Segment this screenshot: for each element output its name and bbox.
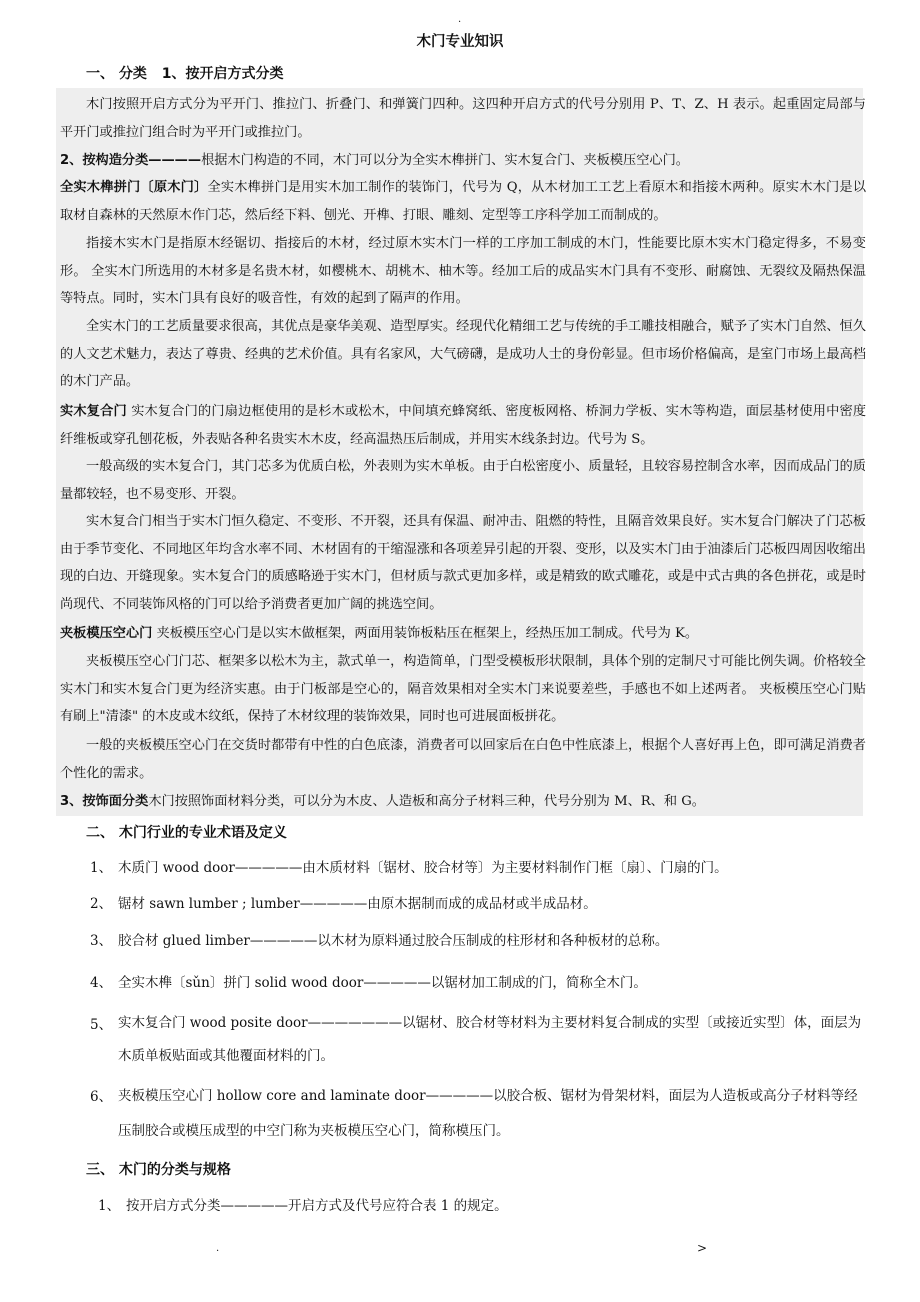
header-mark: . [458,14,462,25]
section-2-heading: 二、 木门行业的专业术语及定义 [86,825,287,841]
section-1-heading [86,63,284,83]
term-3-number: 3、 [90,933,113,949]
paragraph-3-text: 全实木榫拼门是用实木加工制作的装饰门，代号为 Q，从木材加工工艺上看原木和指接木两种。原实木木门是以取材自森林的天然原木作门芯，然后经下料、刨光、开榫、打眼、雕刻、定型等工序科学加工而制成的。 [60,180,867,223]
paragraph-11: 一般的夹板模压空心门在交货时都带有中性的白色底漆，消费者可以回家后在白色中性底漆上，根据个人喜好再上色，即可满足消费者个性化的需求。 [60,738,866,781]
paragraph-3-bold: 全实木榫拼门〔原木门〕 [60,180,208,195]
term-3-text: 胶合材 glued limber—————以木材为原料通过胶合压制成的柱形材和各种板材的总称。 [118,933,669,949]
paragraph-10: 夹板模压空心门门芯、框架多以松木为主，款式单一，构造简单，门型受模板形状限制，具体个别的定制尺寸可能比例失调。价格较全实木门和实木复合门更为经济实惠。由于门板部是空心的，隔音效果相对全实木门来说要差些，手感也不如上述两者。 夹板模压空心门贴有刷上"清漆" 的木皮或木纹纸，保持了木材纹理的装饰效果，同时也可进展面板拼花。 [60,654,866,724]
footer-right-mark: > [697,1241,708,1255]
paragraph-3 [60,174,866,229]
paragraph-12-text: 木门按照饰面材料分类，可以分为木皮、人造板和高分子材料三种，代号分别为 M、R、和 G。 [148,794,705,809]
paragraph-6 [60,398,866,453]
paragraph-9-text: 夹板模压空心门是以实木做框架，两面用装饰板粘压在框架上，经热压加工制成。代号为 K。 [152,626,699,641]
term-1-text: 木质门 wood door—————由木质材料〔锯材、胶合材等〕为主要材料制作门框〔扇〕、门扇的门。 [118,860,728,876]
paragraph-9 [60,620,866,648]
paragraph-1: 木门按照开启方式分为平开门、推拉门、折叠门、和弹簧门四种。这四种开启方式的代号分别用 P、T、Z、H 表示。起重固定局部与平开门或推拉门组合时为平开门或推拉门。 [60,97,866,140]
paragraph-2-text: 根据木门构造的不同，木门可以分为全实木榫拼门、实木复合门、夹板模压空心门。 [201,153,689,168]
paragraph-5: 全实木门的工艺质量要求很高，其优点是豪华美观、造型厚实。经现代化精细工艺与传统的手工雕技相融合，赋予了实木门自然、恒久的人文艺术魅力，表达了尊贵、经典的艺术价值。具有名家风，大气磅礴，是成功人士的身份彰显。但市场价格偏高，是室门市场上最高档的木门产品。 [60,319,866,389]
paragraph-12-bold: 3、按饰面分类 [60,794,149,809]
paragraph-2 [60,147,866,175]
term-2-number: 2、 [90,896,113,912]
term-5-number: 5、 [90,1017,113,1033]
paragraph-4: 指接木实木门是指原木经锯切、指接后的木材，经过原木实木门一样的工序加工制成的木门，性能要比原木实木门稳定得多，不易变形。 全实木门所选用的木材多是名贵木材，如樱桃木、胡桃木、柚木等。经加工后的成品实木门具有不变形、耐腐蚀、无裂纹及隔热保温等特点。同时，实木门具有良好的吸音性，有效的起到了隔声的作用。 [60,236,866,306]
paragraph-2-bold: 2、按构造分类———— [60,153,202,168]
section-3-item-number: 1、 [98,1198,121,1214]
paragraph-6-bold: 实木复合门 [60,404,127,419]
term-5-text: 实木复合门 wood posite door———————以锯材、胶合材等材料为主要材料复合制成的实型〔或接近实型〕体，面层为木质单板贴面或其他覆面材料的门。 [118,1015,862,1064]
paragraph-8: 实木复合门相当于实木门恒久稳定、不变形、不开裂，还具有保温、耐冲击、阻燃的特性，且隔音效果良好。实木复合门解决了门芯板由于季节变化、不同地区年均含水率不同、木材固有的干缩湿涨和各项差异引起的开裂、变形，以及实木门由于油漆后门芯板四周因收缩出现的白边、开缝现象。实木复合门的质感略逊于实木门，但材质与款式更加多样，或是精致的欧式雕花，或是中式古典的各色拼花，或是时尚现代、不同装饰风格的门可以给予消费者更加广阔的挑选空间。 [60,514,866,612]
page-title: 木门专业知识 [416,34,504,50]
section-1-label: 一、 分类 [86,66,147,82]
section-3-heading: 三、 木门的分类与规格 [86,1162,231,1178]
paragraph-12 [60,788,866,816]
section-3-item-text: 按开启方式分类—————开启方式及代号应符合表 1 的规定。 [126,1198,508,1214]
term-4-text: 全实木榫〔sǔn〕拼门 solid wood door—————以锯材加工制成的门，简称全木门。 [118,975,647,991]
term-4-number: 4、 [90,975,113,991]
term-1-number: 1、 [90,860,113,876]
term-6-number: 6、 [90,1089,113,1105]
paragraph-7: 一般高级的实木复合门，其门芯多为优质白松，外表则为实木单板。由于白松密度小、质量轻，且较容易控制含水率，因而成品门的质量都较轻，也不易变形、开裂。 [60,459,866,502]
paragraph-6-text: 实木复合门的门扇边框使用的是杉木或松木，中间填充蜂窝纸、密度板网格、桥洞力学板、实木等构造，面层基材使用中密度纤维板或穿孔刨花板，外表贴各种名贵实木木皮，经高温热压后制成，并用实木线条封边。代号为 S。 [60,404,867,447]
paragraph-9-bold: 夹板模压空心门 [60,626,153,641]
section-1-sub: 1、按开启方式分类 [161,66,284,82]
term-6-text: 夹板模压空心门 hollow core and laminate door—————以胶合板、锯材为骨架材料，面层为人造板或高分子材料等经压制胶合或模压成型的中空门称为夹板模压空心门，简称模压门。 [118,1088,858,1139]
term-2-text: 锯材 sawn lumber ; lumber—————由原木据制而成的成品材或半成品材。 [118,896,597,912]
footer-left-mark: . [216,1243,220,1254]
